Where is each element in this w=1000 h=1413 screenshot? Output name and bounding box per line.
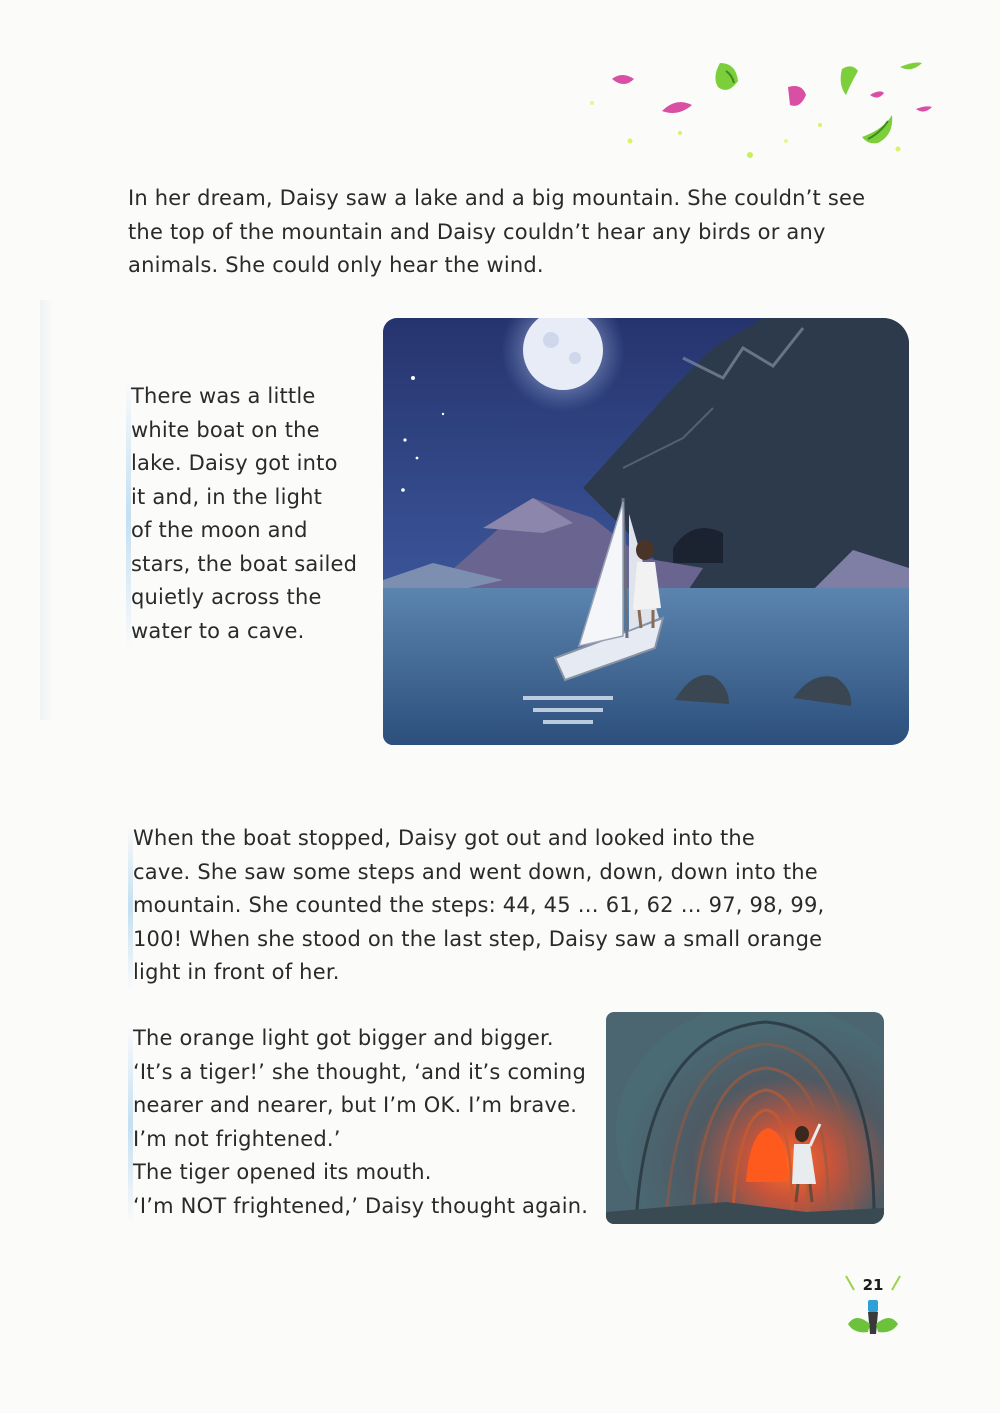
text-line: of the moon and [131,518,308,542]
text-line: the top of the mountain and Daisy couldn’t hear any birds or any [128,219,826,244]
text-line: There was a little [131,384,316,408]
page-number: 21 [862,1276,884,1294]
petals-and-leaves-icon [580,55,940,165]
text-line: quietly across the [131,585,322,609]
lake-boat-illustration [383,318,909,745]
cave-tunnel-illustration [606,1012,884,1224]
text-line: I’m not frightened.’ [133,1126,341,1151]
text-line: ‘I’m NOT frightened,’ Daisy thought again. [133,1193,589,1218]
text-line: The tiger opened its mouth. [133,1160,432,1184]
text-line: 100! When she stood on the last step, Daisy saw a small orange [133,926,823,951]
text-line: light in front of her. [133,960,340,984]
text-line: In her dream, Daisy saw a lake and a big mountain. She couldn’t see [128,186,866,210]
story-paragraph-3 [133,822,824,990]
text-line: water to a cave. [131,618,305,643]
text-line: ‘It’s a tiger!’ she thought, ‘and it’s coming [133,1059,586,1084]
text-line: cave. She saw some steps and went down, down, down into the [133,859,818,884]
text-line: animals. She could only hear the wind. [128,253,544,277]
text-line: The orange light got bigger and bigger. [133,1026,554,1050]
story-paragraph-4 [133,1022,588,1223]
text-line: When the boat stopped, Daisy got out and looked into the [133,826,756,850]
text-line: lake. Daisy got into [131,451,338,475]
text-line: white boat on the [131,417,320,442]
story-paragraph-1 [128,182,865,283]
story-paragraph-2 [131,380,357,648]
text-line: it and, in the light [131,484,323,509]
bleed-through-shadow [40,300,54,720]
text-line: stars, the boat sailed [131,551,358,576]
text-line: nearer and nearer, but I’m OK. I’m brave. [133,1093,578,1117]
text-line: mountain. She counted the steps: 44, 45 … 61, 62 … 97, 98, 99, [133,893,825,917]
